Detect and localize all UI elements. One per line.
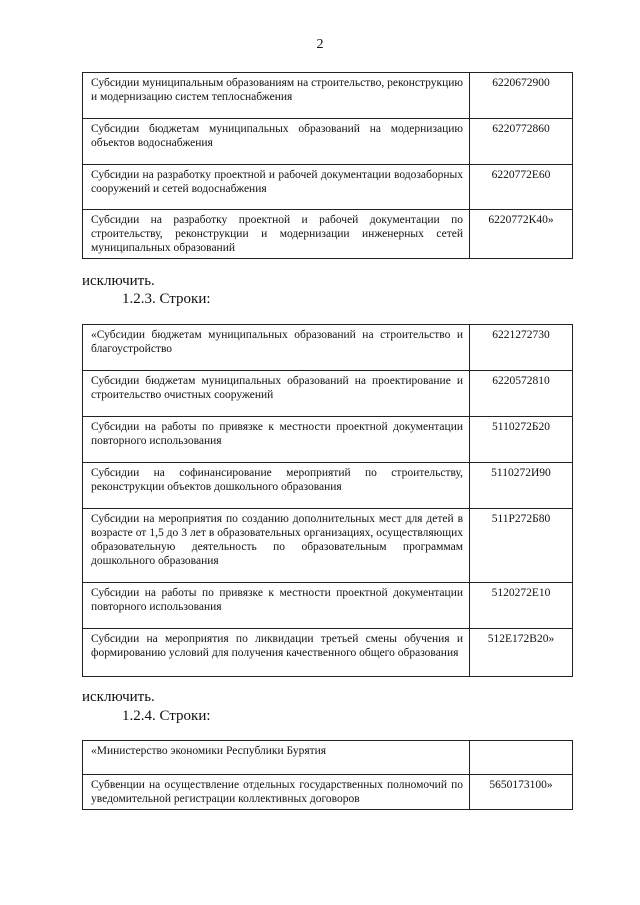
section-heading-1-2-3: 1.2.3. Строки: (122, 291, 211, 307)
row-code: 6220672900 (470, 73, 573, 119)
row-description: Субсидии на софинансирование мероприятий по строительству, реконструкции объектов дошкольного образования (83, 463, 470, 509)
table-row (83, 417, 573, 463)
table-row (83, 775, 573, 810)
row-code: 5650173100» (470, 775, 573, 810)
table-row (83, 210, 573, 259)
budget-table-1 (82, 72, 573, 259)
table-row (83, 73, 573, 119)
row-code: 6220772Е60 (470, 165, 573, 210)
row-code: 5110272Б20 (470, 417, 573, 463)
row-code: 5110272И90 (470, 463, 573, 509)
table-row (83, 119, 573, 165)
exclude-text: исключить. (82, 689, 155, 705)
budget-table-2 (82, 324, 573, 677)
row-description: Субсидии на мероприятия по ликвидации третьей смены обучения и формированию условий для получения качественного общего образования (83, 629, 470, 677)
row-description: Субсидии муниципальным образованиям на строительство, реконструкцию и модернизацию систем теплоснабжения (83, 73, 470, 119)
row-description: Субвенции на осуществление отдельных государственных полномочий по уведомительной регистрации коллективных договоров (83, 775, 470, 810)
exclude-text: исключить. (82, 273, 155, 289)
page-number: 2 (316, 37, 324, 52)
table-row (83, 371, 573, 417)
row-description: Субсидии на разработку проектной и рабочей документации водозаборных сооружений и сетей водоснабжения (83, 165, 470, 210)
table-row (83, 509, 573, 583)
row-description: Субсидии бюджетам муниципальных образований на модернизацию объектов водоснабжения (83, 119, 470, 165)
row-code: 6220572810 (470, 371, 573, 417)
row-code: 6220772К40» (470, 210, 573, 259)
row-code: 5120272Е10 (470, 583, 573, 629)
row-description: Субсидии на мероприятия по созданию дополнительных мест для детей в возрасте от 1,5 до 3 лет в образовательных организациях, осуществляющих образовательную деятельность по образовательным программам дошкольного образования (83, 509, 470, 583)
table-row (83, 629, 573, 677)
table-row (83, 463, 573, 509)
table-row (83, 583, 573, 629)
row-code: 512Е172В20» (470, 629, 573, 677)
table-row (83, 741, 573, 775)
row-description: Субсидии на работы по привязке к местности проектной документации повторного использования (83, 417, 470, 463)
row-description: Субсидии бюджетам муниципальных образований на проектирование и строительство очистных сооружений (83, 371, 470, 417)
table-row (83, 165, 573, 210)
row-code: 511Р272Б80 (470, 509, 573, 583)
row-code: 6221272730 (470, 325, 573, 371)
row-description: Субсидии на работы по привязке к местности проектной документации повторного использования (83, 583, 470, 629)
row-description: Субсидии на разработку проектной и рабочей документации по строительству, реконструкции и модернизации инженерных сетей муниципальных образований (83, 210, 470, 259)
row-code: 6220772860 (470, 119, 573, 165)
table-row (83, 325, 573, 371)
row-description: «Субсидии бюджетам муниципальных образований на строительство и благоустройство (83, 325, 470, 371)
row-code (470, 741, 573, 775)
row-description: «Министерство экономики Республики Бурятия (83, 741, 470, 775)
section-heading-1-2-4: 1.2.4. Строки: (122, 708, 211, 724)
budget-table-3 (82, 740, 573, 810)
